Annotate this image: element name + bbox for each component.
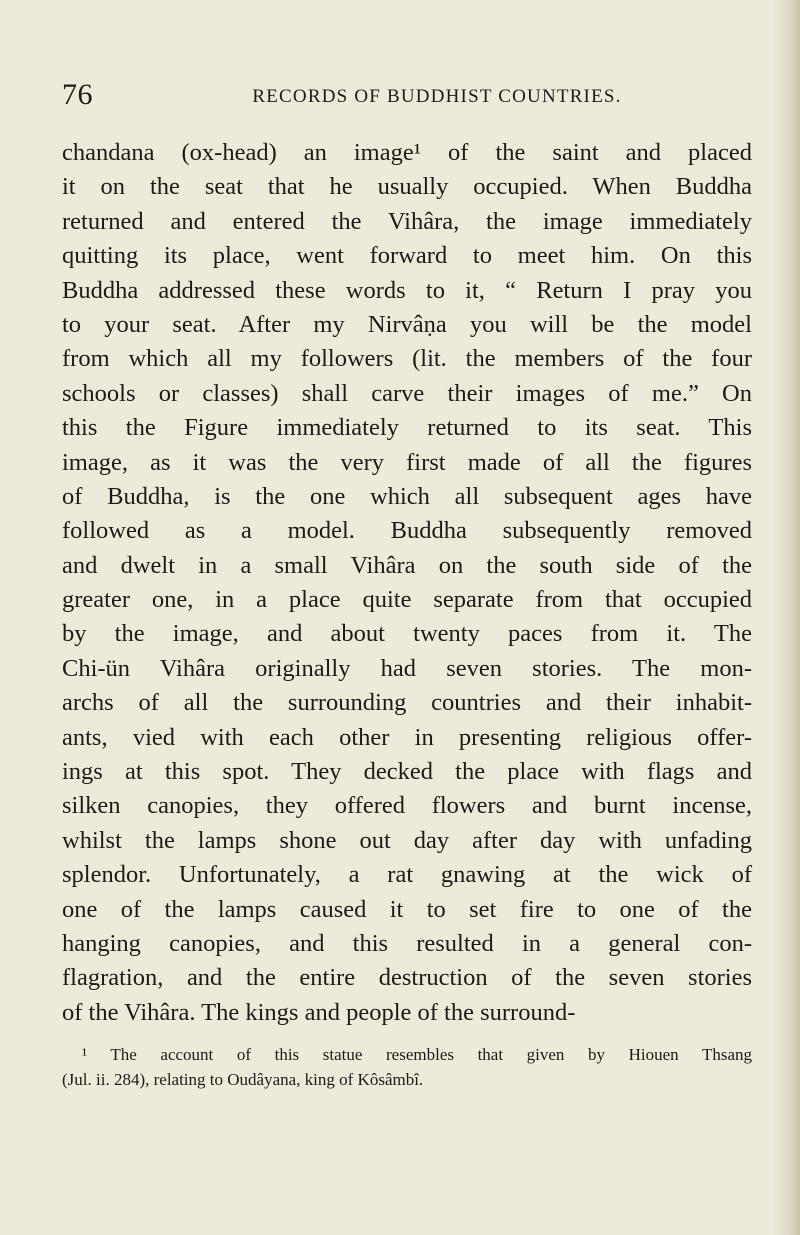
text-line: this the Figure immediately returned to its seat. This (62, 414, 752, 442)
page-number: 76 (62, 78, 93, 111)
text-line: of Buddha, is the one which all subsequent ages have (62, 482, 752, 510)
text-line: archs of all the surrounding countries and their inhabit- (62, 689, 752, 717)
text-line: greater one, in a place quite separate from that occupied (62, 586, 752, 614)
text-line: image, as it was the very first made of all the figures (62, 448, 752, 476)
text-line: schools or classes) shall carve their images of me.” On (62, 379, 752, 407)
text-line: silken canopies, they offered flowers and burnt incense, (62, 792, 752, 820)
footnote (62, 1042, 752, 1092)
text-line: returned and entered the Vihâra, the image immediately (62, 207, 752, 235)
text-line: hanging canopies, and this resulted in a general con- (62, 929, 752, 957)
text-line: whilst the lamps shone out day after day with unfading (62, 826, 752, 854)
page-edge-shadow (772, 0, 800, 1235)
text-line: flagration, and the entire destruction of the seven stories (62, 964, 752, 992)
text-line: Chi-ün Vihâra originally had seven stories. The mon- (62, 654, 752, 682)
text-line: it on the seat that he usually occupied. When Buddha (62, 173, 752, 201)
text-line: of the Vihâra. The kings and people of the surround- (62, 998, 576, 1026)
text-line: to your seat. After my Nirvâṇa you will be the model (62, 310, 752, 338)
text-line: from which all my followers (lit. the members of the four (62, 345, 752, 373)
text-line: and dwelt in a small Vihâra on the south side of the (62, 551, 752, 579)
page-header (62, 78, 752, 118)
body-text (62, 136, 752, 1030)
text-line: Buddha addressed these words to it, “ Return I pray you (62, 276, 752, 304)
running-title: RECORDS OF BUDDHIST COUNTRIES. (252, 86, 622, 107)
text-line: splendor. Unfortunately, a rat gnawing at the wick of (62, 861, 752, 889)
text-line: quitting its place, went forward to meet him. On this (62, 242, 752, 270)
text-line: followed as a model. Buddha subsequently removed (62, 517, 752, 545)
text-line: one of the lamps caused it to set fire to one of the (62, 895, 752, 923)
text-line: chandana (ox-head) an image¹ of the saint and placed (62, 139, 752, 166)
footnote-line: (Jul. ii. 284), relating to Oudâyana, king of Kôsâmbî. (62, 1070, 424, 1089)
text-line: ants, vied with each other in presenting religious offer- (62, 723, 752, 751)
footnote-line: ¹ The account of this statue resembles that given by Hiouen Thsang (82, 1045, 752, 1064)
text-line: by the image, and about twenty paces from it. The (62, 620, 752, 648)
text-line: ings at this spot. They decked the place with flags and (62, 758, 752, 786)
